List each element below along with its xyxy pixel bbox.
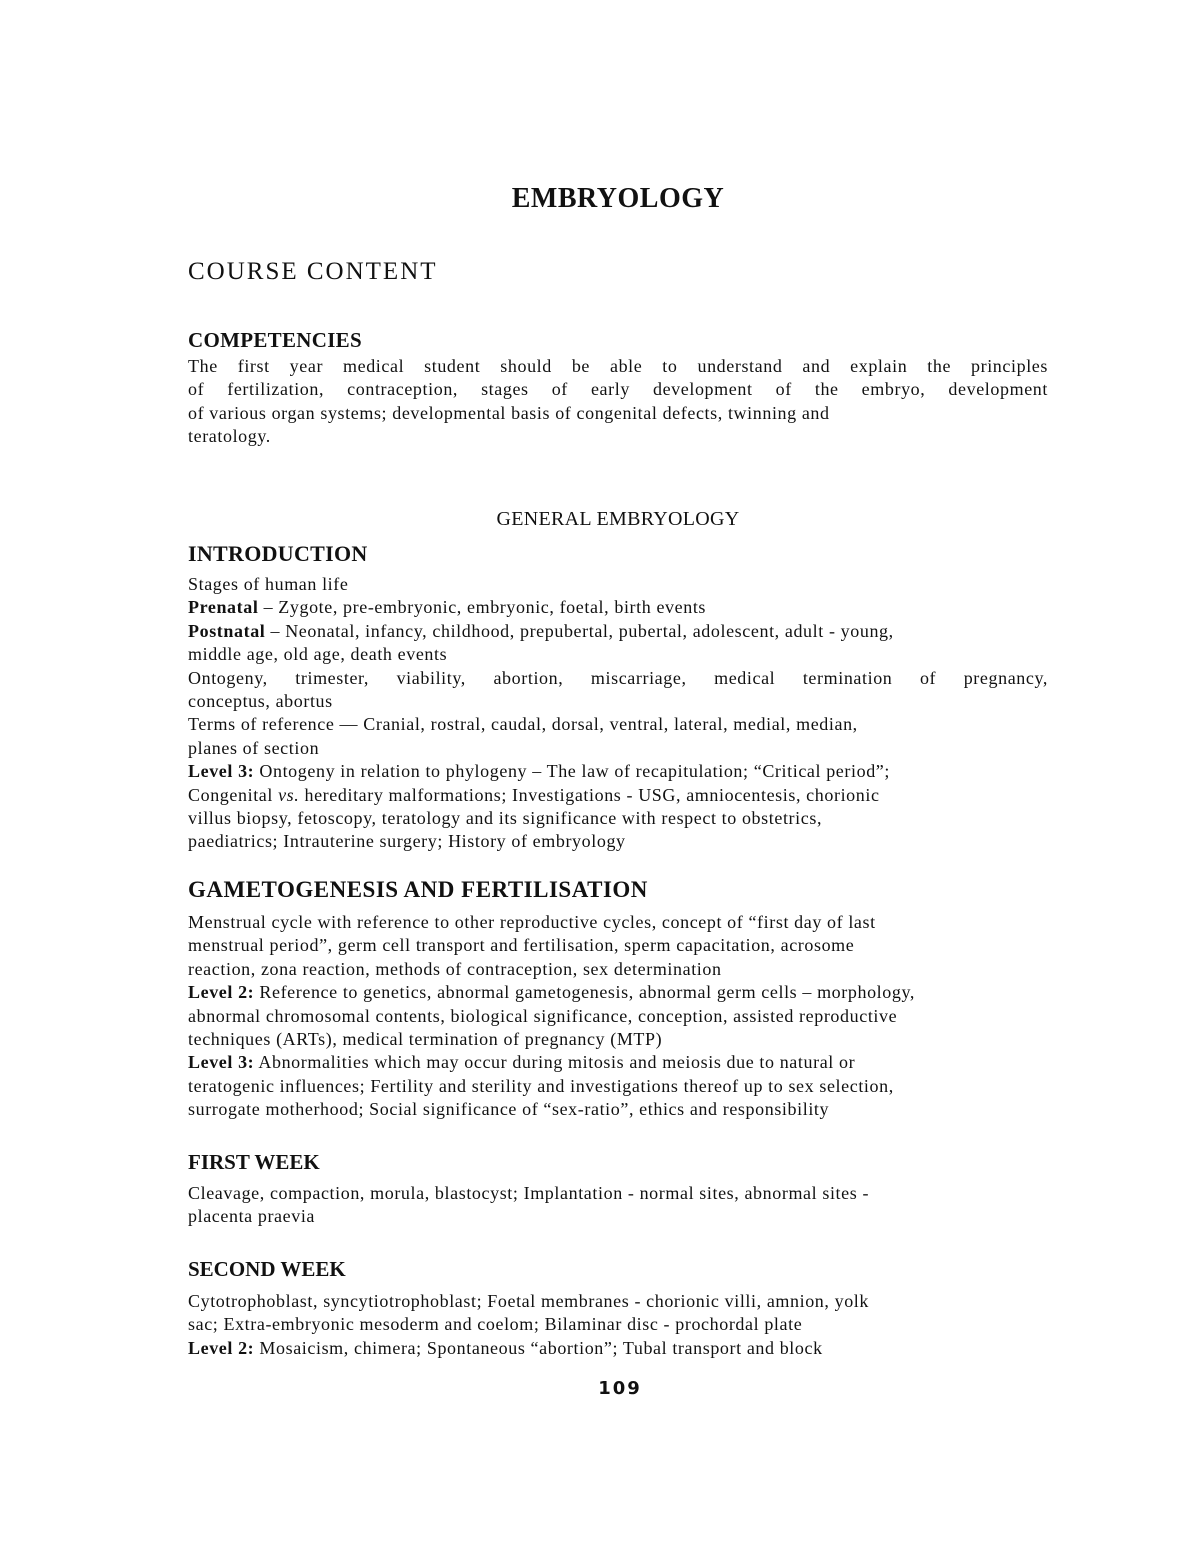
level2-line	[188, 981, 1048, 1004]
postnatal-text: – Neonatal, infancy, childhood, prepubertal, pubertal, adolescent, adult - young,	[265, 620, 894, 641]
level2-line	[188, 1337, 1048, 1360]
prenatal-text: – Zygote, pre-embryonic, embryonic, foetal, birth events	[258, 597, 707, 618]
course-content-heading: COURSE CONTENT	[188, 258, 438, 285]
text-line: paediatrics; Intrauterine surgery; History of embryology	[188, 831, 626, 852]
prenatal-line	[188, 596, 1048, 619]
text-line: surrogate motherhood; Social significance of “sex-ratio”, ethics and responsibility	[188, 1099, 830, 1120]
page-number: 109	[598, 1378, 642, 1399]
text-line: Menstrual cycle with reference to other reproductive cycles, concept of “first day of last	[188, 912, 876, 932]
competencies-heading: COMPETENCIES	[188, 328, 362, 352]
level3-text: Ontogeny in relation to phylogeny – The law of recapitulation; “Critical period”;	[254, 761, 890, 782]
level2-text: Reference to genetics, abnormal gametogenesis, abnormal germ cells – morphology,	[254, 982, 916, 1003]
text-line: abnormal chromosomal contents, biological significance, conception, assisted reproductive	[188, 1005, 898, 1026]
text-line: Terms of reference — Cranial, rostral, caudal, dorsal, ventral, lateral, medial, median,	[188, 714, 858, 735]
level3-line	[188, 760, 1048, 783]
text-line: techniques (ARTs), medical termination of pregnancy (MTP)	[188, 1029, 663, 1050]
level2-label: Level 2:	[188, 1337, 255, 1358]
level3-label: Level 3:	[188, 1052, 255, 1073]
text-fragment: hereditary malformations; Investigations - USG, amniocentesis, chorionic	[299, 784, 880, 805]
gametogenesis-body	[188, 911, 1048, 1122]
text-line: of various organ systems; developmental basis of congenital defects, twinning and	[188, 402, 830, 423]
gametogenesis-heading: GAMETOGENESIS AND FERTILISATION	[188, 877, 648, 902]
text-line: middle age, old age, death events	[188, 644, 448, 665]
text-line: menstrual period”, germ cell transport and fertilisation, sperm capacitation, acrosome	[188, 935, 855, 956]
text-fragment: Congenital	[188, 784, 279, 805]
level3-text: Abnormalities which may occur during mitosis and meiosis due to natural or	[254, 1052, 856, 1073]
text-line: Stages of human life	[188, 574, 349, 594]
level2-label: Level 2:	[188, 982, 255, 1003]
text-line: of fertilization, contraception, stages of early development of the embryo, development	[188, 379, 1048, 400]
level2-text: Mosaicism, chimera; Spontaneous “abortion”; Tubal transport and block	[254, 1337, 823, 1358]
level3-line	[188, 1051, 1048, 1074]
text-line: teratogenic influences; Fertility and sterility and investigations thereof up to sex selection,	[188, 1075, 894, 1096]
text-line: The first year medical student should be able to understand and explain the principles	[188, 356, 1048, 376]
text-line: Cytotrophoblast, syncytiotrophoblast; Foetal membranes - chorionic villi, amnion, yolk	[188, 1291, 870, 1311]
first-week-heading: FIRST WEEK	[188, 1150, 320, 1174]
text-line: planes of section	[188, 737, 320, 758]
introduction-heading: INTRODUCTION	[188, 541, 368, 566]
second-week-body	[188, 1290, 1048, 1360]
page-title: EMBRYOLOGY	[511, 183, 725, 214]
text-line: sac; Extra-embryonic mesoderm and coelom; Bilaminar disc - prochordal plate	[188, 1314, 803, 1335]
level3-line-2	[188, 784, 1048, 807]
first-week-body	[188, 1182, 1048, 1229]
text-line: reaction, zona reaction, methods of contraception, sex determination	[188, 958, 722, 979]
vs-italic: vs.	[278, 784, 300, 805]
text-line: Cleavage, compaction, morula, blastocyst; Implantation - normal sites, abnormal sites -	[188, 1183, 870, 1203]
text-line: placenta praevia	[188, 1206, 316, 1227]
text-line: conceptus, abortus	[188, 691, 333, 712]
competencies-body	[188, 355, 1048, 449]
prenatal-label: Prenatal	[188, 597, 259, 618]
text-line: Ontogeny, trimester, viability, abortion, miscarriage, medical termination of pregnancy,	[188, 667, 1048, 688]
text-line: teratology.	[188, 426, 271, 447]
level3-label: Level 3:	[188, 761, 255, 782]
postnatal-label: Postnatal	[188, 620, 266, 641]
introduction-body	[188, 573, 1048, 854]
second-week-heading: SECOND WEEK	[188, 1257, 346, 1281]
postnatal-line	[188, 620, 1048, 643]
text-line: villus biopsy, fetoscopy, teratology and its significance with respect to obstetrics,	[188, 808, 823, 829]
general-embryology-heading: GENERAL EMBRYOLOGY	[496, 508, 740, 530]
